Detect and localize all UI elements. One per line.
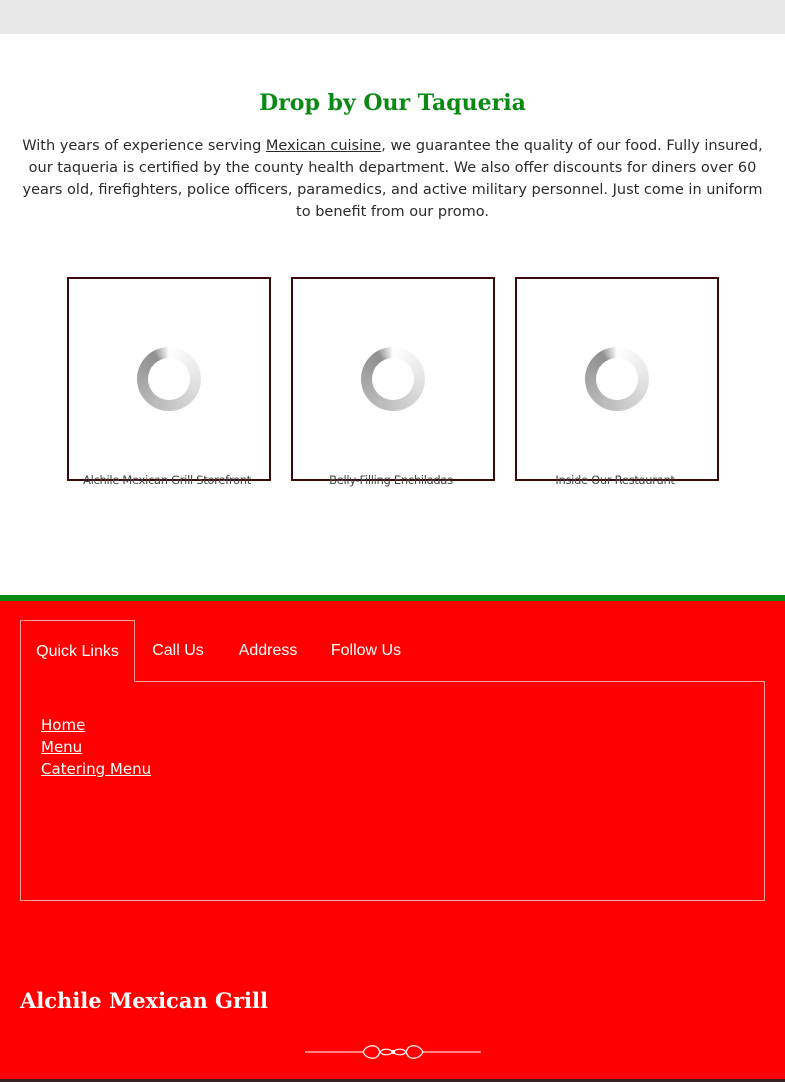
flourish-divider-icon [305, 1040, 481, 1064]
quick-links-list [41, 714, 151, 780]
intro-paragraph [22, 135, 763, 223]
gallery-item-inside[interactable] [515, 277, 719, 481]
intro-text-end: , we guarantee the quality of our food. Fully insured, our taqueria is certified by the county health department. We also offer discounts for diners over 60 years old, firefighters, police officers, paramedics, and active military personnel. Just come in uniform to benefit from our promo. [22, 138, 763, 220]
gallery-caption: Inside Our Restaurant [555, 473, 675, 487]
loading-spinner-icon [137, 347, 201, 411]
gallery-item-storefront[interactable] [67, 277, 271, 481]
mexican-cuisine-link[interactable]: Mexican cuisine [265, 138, 382, 154]
gallery-caption: Belly-Filling Enchiladas [329, 473, 453, 487]
top-bar [0, 0, 785, 34]
footer-link-home[interactable]: Home [41, 716, 86, 734]
gallery-caption: Alchile Mexican Grill Storefront [83, 473, 251, 487]
tab-address[interactable]: Address [238, 642, 298, 659]
loading-spinner-icon [585, 347, 649, 411]
footer-brand: Alchile Mexican Grill [20, 988, 268, 1013]
footer-link-catering-menu[interactable]: Catering Menu [41, 760, 152, 778]
tab-call-us[interactable]: Call Us [152, 642, 204, 659]
section-heading: Drop by Our Taqueria [259, 90, 526, 116]
footer-link-menu[interactable]: Menu [41, 738, 83, 756]
intro-text-start: With years of experience serving [22, 138, 266, 154]
tab-quick-links[interactable]: Quick Links [20, 620, 135, 682]
tab-follow-us[interactable]: Follow Us [330, 642, 402, 659]
gallery-item-enchiladas[interactable] [291, 277, 495, 481]
loading-spinner-icon [361, 347, 425, 411]
